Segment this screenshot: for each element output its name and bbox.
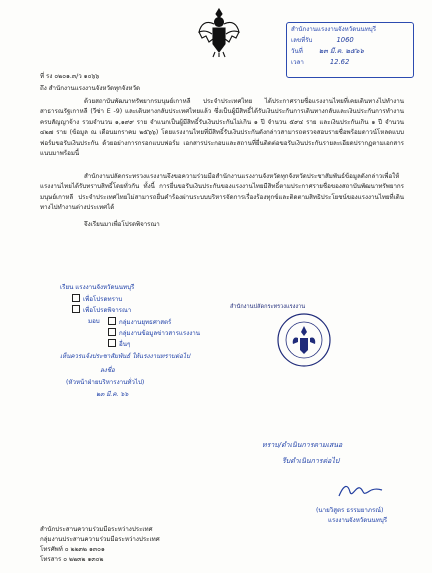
handwritten-right-line2: รีบดำเนินการต่อไป: [282, 457, 340, 465]
footer-office: สำนักประสานความร่วมมือระหว่างประเทศ: [40, 526, 153, 533]
signatory-name: (นายวิสูตร ธรรมยาภรณ์): [316, 507, 384, 514]
routing-signature: ลงชื่อ: [100, 367, 115, 374]
receive-no-label: เลขที่รับ: [291, 37, 313, 44]
option-strategy-group: กลุ่มงานยุทธศาสตร์: [108, 317, 171, 328]
option-acknowledge: เพื่อโปรดทราบ: [72, 294, 122, 305]
doc-number: ที่ รง ๐๒๐๑.๓/ว ๑๐๖๖: [40, 73, 100, 80]
footer-tel: โทรศัพท์ ๐ ๒๒๓๒ ๑๓๐๑: [40, 546, 105, 553]
date-value: ๒๓ มี.ค. ๒๕๖๖: [318, 47, 364, 55]
date-label: วันที่: [291, 48, 303, 55]
closing-line: จึงเรียนมาเพื่อโปรดพิจารณา: [84, 221, 160, 228]
time-value: 12.62: [329, 58, 350, 66]
body-paragraph-2: สำนักงานปลัดกระทรวงแรงงานจึงขอความร่วมมือสำนักงานแรงงานจังหวัดทุกจังหวัดประชาสัมพันธ์ข้อมูลดังกล่าวเพื่อให้แรงงานไทยได้รับทราบสิทธิ์โดยทั่วกัน ทั้งนี้ การยื่นขอรับเงินประกันของแรงงานไทยมีสิทธิ์ตามประกาศรายชื่อของสถาบันพัฒนาทรัพยากรมนุษย์เกาหลี ประจำประเทศไทยไม่สามารถยื่นคำร้องผ่านระบบบริหารจัดการเรื่องร้องทุกข์และติดตามสิทธิประโยชน์ของแรงงานไทยที่เดินทางไปทำงานต่างประเทศได้: [40, 173, 404, 212]
option-other: อื่นๆ: [108, 339, 130, 350]
handwritten-right-line1: ทราบ/ดำเนินการตามเสนอ: [262, 441, 343, 449]
to-line: ถึง สำนักงานแรงงานจังหวัดทุกจังหวัด: [40, 85, 141, 92]
official-seal-icon: [276, 312, 332, 368]
signatory-title: แรงงานจังหวัดนนทบุรี: [328, 517, 388, 524]
handwritten-note: เห็นควรแจ้งประชาสัมพันธ์ ให้แรงงานทราบต่อไป: [60, 353, 190, 360]
garuda-emblem-icon: [196, 6, 242, 58]
routing-date: ๒๓ มี.ค. ๖๖: [96, 391, 129, 398]
footer-fax: โทรสาร ๐ ๒๒๓๒ ๑๓๐๒: [40, 556, 104, 563]
receipt-office: สำนักงานแรงงานจังหวัดนนทบุรี: [291, 26, 377, 33]
seal-ring-text: สำนักงานปลัดกระทรวงแรงงาน: [230, 304, 306, 310]
footer-division: กลุ่มงานประสานความร่วมมือระหว่างประเทศ: [40, 536, 160, 543]
routing-to: เรียน แรงงานจังหวัดนนทบุรี: [60, 284, 135, 291]
receive-no-value: 1060: [336, 36, 354, 44]
option-consider: เพื่อโปรดพิจารณา: [72, 305, 131, 316]
time-label: เวลา: [291, 59, 304, 66]
receipt-stamp: [286, 22, 414, 78]
option-assign: มอบ: [88, 318, 100, 325]
signature-scribble-icon: [336, 480, 386, 502]
body-paragraph-1: ด้วยสถาบันพัฒนาทรัพยากรมนุษย์เกาหลี ประจำประเทศไทย ได้ประกาศรายชื่อแรงงานไทยที่เคยเดินทางไปทำงานสาธารณรัฐเกาหลี (วีซ่า E -9) และเดินทางกลับประเทศไทยแล้ว ซึ่งเป็นผู้มีสิทธิ์ได้รับเงินประกันการเดินทางกลับและเงินประกันการทำงานครบสัญญาจ้าง รวมจำนวน ๑,๑๙๙ ราย จำแนกเป็นผู้มีสิทธิ์รับเงินประกันไม่เกิน ๑ ปี จำนวน ๕๙๔ ราย และเงินประกันเกิน ๑ ปี จำนวน ๔๒๗ ราย (ข้อมูล ณ เดือนมกราคม ๒๕๖๖) โดยแรงงานไทยที่มีสิทธิ์รับเงินประกันดังกล่าวสามารถตรวจสอบรายชื่อพร้อมดาวน์โหลดแบบฟอร์มขอรับเงินประกัน ด้วยอย่างการกรอกแบบฟอร์ม เอกสารประกอบและสถานที่ยื่นติดต่อขอรับเงินประกันรายละเอียดปรากฏตามเอกสารแนบมาพร้อมนี้: [40, 98, 404, 158]
option-info-group: กลุ่มงานข้อมูลข่าวสารแรงงาน: [108, 328, 200, 339]
routing-officer-title: (หัวหน้าฝ่ายบริหารงานทั่วไป): [66, 379, 145, 386]
